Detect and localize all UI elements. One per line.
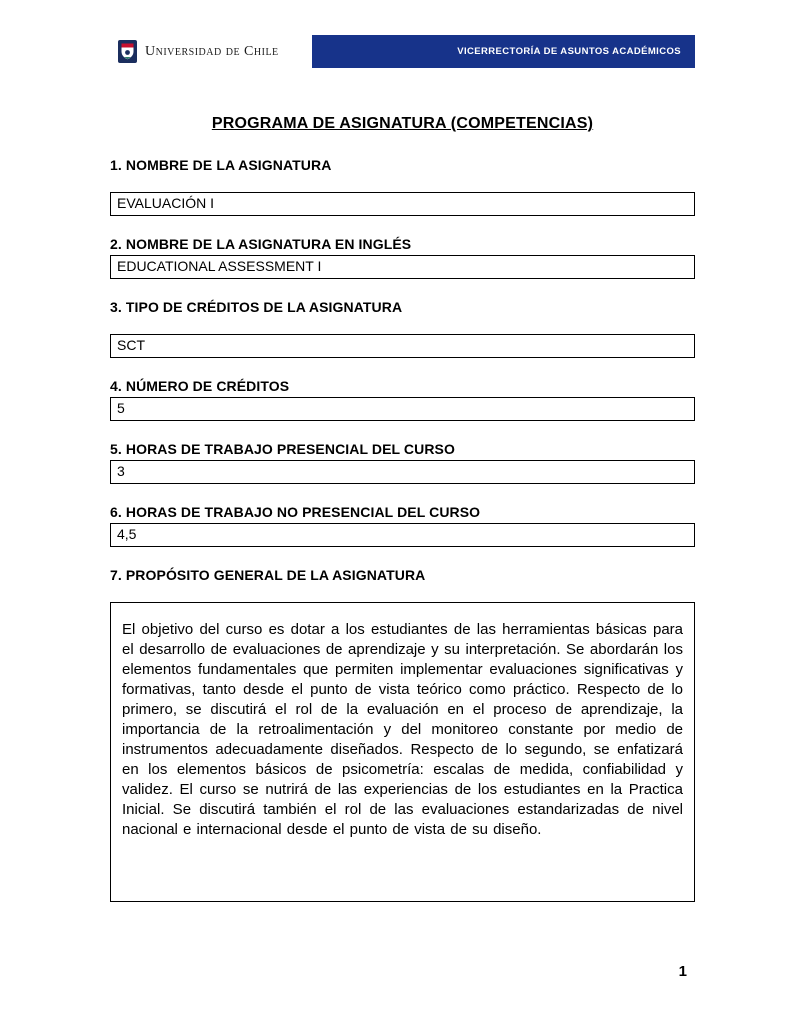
section-3-heading: 3. TIPO DE CRÉDITOS DE LA ASIGNATURA [110, 299, 403, 315]
header-office-title: VICERRECTORÍA DE ASUNTOS ACADÉMICOS [457, 46, 681, 57]
section-3-value: SCT [117, 337, 145, 353]
section-general-purpose [110, 567, 695, 902]
university-logo [110, 35, 312, 68]
section-6-value-box [110, 523, 695, 547]
section-7-value: El objetivo del curso es dotar a los estudiantes de las herramientas básicas para el desarrollo de evaluaciones de aprendizaje y su interpretación. Se abordarán los elementos fundamentales que permiten implementar evaluaciones significativas y formativas, tanto desde el punto de vista teórico como práctico. Respecto de lo primero, se discutirá el rol de la evaluación en el proceso de aprendizaje, la importancia de la retroalimentación y del monitoreo constante por medio de instrumentos adecuadamente diseñados. Respecto de lo segundo, se enfatizará en los elementos básicos de psicometría: escalas de medida, confiabilidad y validez. El curso se nutrirá de las experiencias de los estudiantes en la Practica Inicial. Se discutirá también el rol de las evaluaciones estandarizadas de nivel nacional e internacional desde el punto de vista de su diseño. [122, 621, 683, 838]
section-4-value-box [110, 397, 695, 421]
university-name: Universidad de Chile [145, 43, 279, 59]
section-credit-count [110, 378, 695, 421]
section-4-value: 5 [117, 400, 125, 416]
section-5-value-box [110, 460, 695, 484]
section-course-name [110, 157, 695, 216]
section-6-value: 4,5 [117, 526, 137, 542]
university-crest-icon [118, 40, 137, 63]
section-1-value-box [110, 192, 695, 216]
section-1-value: EVALUACIÓN I [117, 195, 214, 211]
section-1-heading: 1. NOMBRE DE LA ASIGNATURA [110, 157, 332, 173]
section-credit-type [110, 299, 695, 358]
section-course-name-english [110, 236, 695, 279]
section-2-value: EDUCATIONAL ASSESSMENT I [117, 258, 322, 274]
document-title: PROGRAMA DE ASIGNATURA (COMPETENCIAS) [211, 115, 594, 132]
section-7-heading: 7. PROPÓSITO GENERAL DE LA ASIGNATURA [110, 567, 426, 583]
section-7-value-box [110, 602, 695, 902]
section-5-heading: 5. HORAS DE TRABAJO PRESENCIAL DEL CURSO [110, 441, 455, 457]
section-5-value: 3 [117, 463, 125, 479]
section-3-value-box [110, 334, 695, 358]
section-2-value-box [110, 255, 695, 279]
section-6-heading: 6. HORAS DE TRABAJO NO PRESENCIAL DEL CURSO [110, 504, 481, 520]
section-2-heading: 2. NOMBRE DE LA ASIGNATURA EN INGLÉS [110, 236, 412, 252]
section-non-contact-hours [110, 504, 695, 547]
page-number: 1 [678, 963, 687, 980]
section-4-heading: 4. NÚMERO DE CRÉDITOS [110, 378, 290, 394]
header-bar [110, 35, 695, 68]
section-contact-hours [110, 441, 695, 484]
